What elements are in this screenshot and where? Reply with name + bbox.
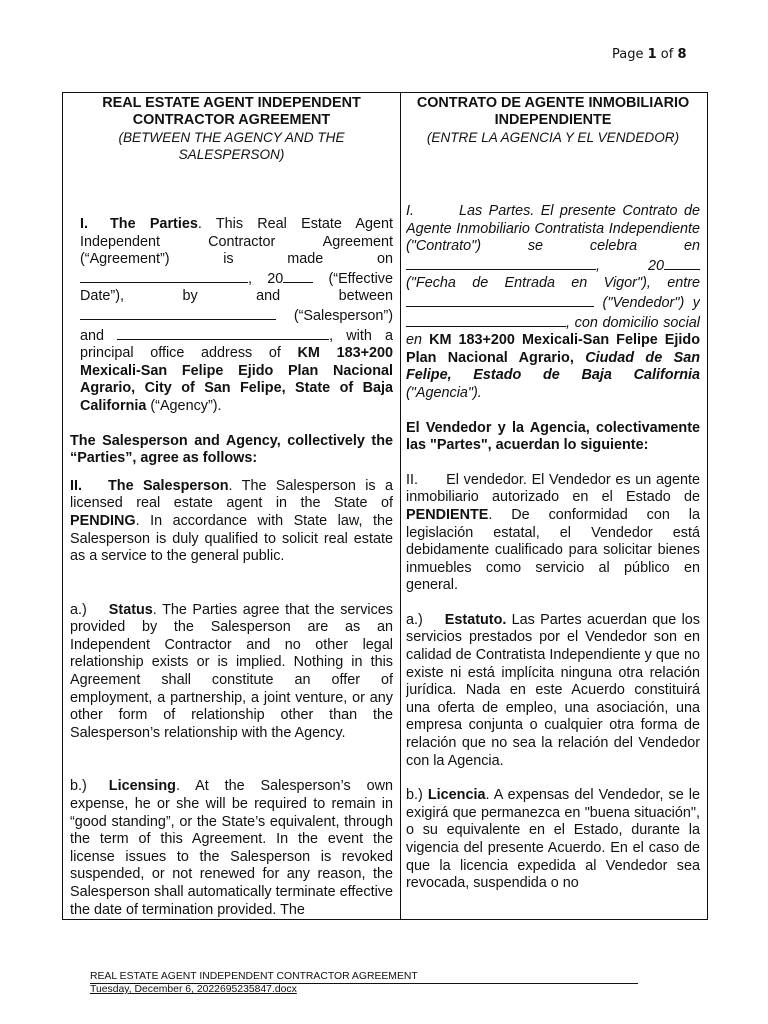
en-parties-paragraph: I. The Parties. This Real Estate Agent Independent Contractor Agreement (“Agreement”) is made on, 20 (“Effective Date”), by and between (“Salesperson”) and , with a principal office address of KM 183+200 Mexicali-San Felipe Ejido Plan Nacional Agrario, City of San Felipe, State of Baja California (“Agency”). [80, 216, 393, 414]
en-licensing-paragraph: b.) Licensing. At the Salesperson’s own expense, he or she will be required to remain in “good standing”, or the State’s equivalent, through the term of this Agreement. In the event the license issues to the Salesperson is revoked suspended, or not renewed for any reason, the Salesperson shall automatically terminate effective the date of termination provided. The [70, 778, 393, 917]
es-title: CONTRATO DE AGENTE INMOBILIARIO INDEPENDIENTE [416, 95, 690, 128]
page-footer [90, 971, 638, 996]
footer-title: REAL ESTATE AGENT INDEPENDENT CONTRACTOR AGREEMENT [90, 971, 638, 984]
english-column [70, 95, 393, 917]
es-subtitle: (ENTRE LA AGENCIA Y EL VENDEDOR) [426, 130, 680, 145]
page-number: Page 1 of 8 [612, 47, 687, 62]
es-salesperson-paragraph: II. El vendedor. El Vendedor es un agente inmobiliario autorizado en el Estado de PENDIENTE. De conformidad con la legislación estatal, el Vendedor está debidamente cualificado para solicitar bienes inmuebles como servicio al público en general. [406, 471, 700, 594]
es-status-paragraph: a.) Estatuto. Las Partes acuerdan que los servicios prestados por el Vendedor son en calidad de Contratista Independiente y que no existe ni está implícita ninguna otra relación jurídica. Nada en este Acuerdo constituirá una oferta de empleo, una asociación, una empresa conjunta o cualquier otra forma de relación que no sea la relación del Vendedor con la Agencia. [406, 611, 700, 769]
en-title: REAL ESTATE AGENT INDEPENDENT CONTRACTOR AGREEMENT [102, 95, 361, 128]
en-status-paragraph: a.) Status. The Parties agree that the services provided by the Salesperson are as an Independent Contractor and no other legal relationship exists or is implied. Nothing in this Agreement shall constitute an offer of employment, a partnership, a joint venture, or any other form of relationship other than the Salesperson’s relationship with the Agency. [70, 601, 393, 741]
en-salesperson-paragraph: II. The Salesperson. The Salesperson is a licensed real estate agent in the State of PENDING. In accordance with State law, the Salesperson is duly qualified to solicit real estate as a service to the general public. [70, 477, 393, 565]
column-divider [400, 92, 401, 920]
en-collective-paragraph: The Salesperson and Agency, collectively the “Parties”, agree as follows: [70, 432, 393, 467]
es-parties-paragraph: I. Las Partes. El presente Contrato de Agente Inmobiliario Contratista Independiente ("Contrato") se celebra en , 20 ("Fecha de Entrada en Vigor"), entre ("Vendedor") y , con domicilio social en KM 183+200 Mexicali-San Felipe Ejido Plan Nacional Agrario, Ciudad de San Felipe, Estado de Baja California ("Agencia"). [406, 203, 700, 401]
footer-date-file: Tuesday, December 6, 2022695235847.docx [90, 984, 297, 995]
en-subtitle: (BETWEEN THE AGENCY AND THE SALESPERSON) [118, 130, 345, 162]
es-collective-paragraph: El Vendedor y la Agencia, colectivamente las "Partes", acuerdan lo siguiente: [406, 419, 700, 454]
spanish-column [406, 95, 700, 917]
es-licensing-paragraph: b.) Licencia. A expensas del Vendedor, se le exigirá que permanezca en "buena situación", o su equivalente en el Estado, durante la vigencia del presente Acuerdo. En el caso de que la licencia expedida al Vendedor sea revocada, suspendida o no [406, 787, 700, 892]
